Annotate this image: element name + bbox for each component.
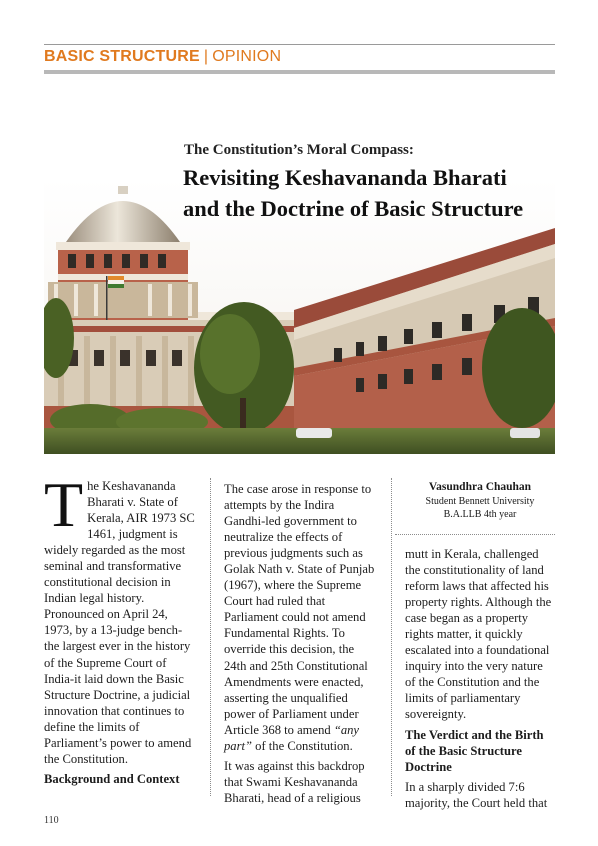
header-bottom-rule bbox=[44, 70, 555, 74]
verdict-paragraph: In a sharply divided 7:6 majority, the Court held that bbox=[405, 779, 548, 810]
page-number: 110 bbox=[44, 815, 59, 826]
author-divider bbox=[395, 534, 555, 535]
section-heading-background: Background and Context bbox=[44, 771, 180, 786]
body-column-3 bbox=[405, 546, 555, 811]
context-text-b: of the Constitution. bbox=[252, 738, 353, 753]
section-label bbox=[44, 48, 281, 66]
context-paragraph bbox=[224, 481, 376, 754]
section-subcategory: OPINION bbox=[212, 48, 282, 65]
challenge-paragraph: mutt in Kerala, challenged the constitutionality of land reform laws that affected his property rights. Although the case began as a property rights matter, it quickly escalated into a foundational inquiry into the very nature of the Constitution and the limits of parliamentary sovereignty. bbox=[405, 547, 552, 722]
section-separator: | bbox=[203, 48, 209, 65]
header-top-rule bbox=[44, 44, 555, 45]
column-divider-2 bbox=[391, 478, 392, 796]
body-column-2 bbox=[224, 481, 376, 806]
author-affiliation: Student Bennett University bbox=[425, 496, 535, 507]
intro-paragraph: he Keshavananda Bharati v. State of Kerala, AIR 1973 SC 1461, judgment is widely regarded as the most seminal and transformative constitutional decision in Indian legal history. Pronounced on April 24, 1973, by a 13-judge bench-the largest ever in the history of the Supreme Court of India-it laid down the Basic Structure Doctrine, a judicial innovation that continues to define the limits of Parliament’s power to amend the Constitution. bbox=[44, 479, 195, 766]
article-kicker: The Constitution’s Moral Compass: bbox=[184, 142, 414, 158]
headline-line-1: Revisiting Keshavananda Bharati bbox=[183, 165, 507, 190]
section-category: BASIC STRUCTURE bbox=[44, 48, 200, 65]
author-name: Vasundhra Chauhan bbox=[428, 481, 532, 493]
body-column-1 bbox=[44, 469, 196, 787]
drop-cap: T bbox=[44, 469, 84, 540]
author-block bbox=[405, 479, 555, 521]
column-divider-1 bbox=[210, 478, 211, 796]
context-text-a: The case arose in response to attempts by the Indira Gandhi-led government to neutralize the effects of previous judgments such as Golak Nath v. State of Punjab (1967), where the Supreme Court had ruled that Parliament could not amend Fundamental Rights. To override this decision, the 24th and 25th Constitutional Amendments were enacted, asserting the unqualified power of Parliament under Article 368 to amend bbox=[224, 482, 375, 737]
section-heading-verdict: The Verdict and the Birth of the Basic Structure Doctrine bbox=[405, 727, 544, 774]
article-headline bbox=[183, 162, 563, 224]
context-quote: “any part” bbox=[224, 722, 360, 753]
backdrop-paragraph: It was against this backdrop that Swami Keshavananda Bharati, head of a religious bbox=[224, 758, 365, 805]
author-program: B.A.LLB 4th year bbox=[443, 509, 517, 520]
headline-line-2: and the Doctrine of Basic Structure bbox=[183, 196, 524, 221]
